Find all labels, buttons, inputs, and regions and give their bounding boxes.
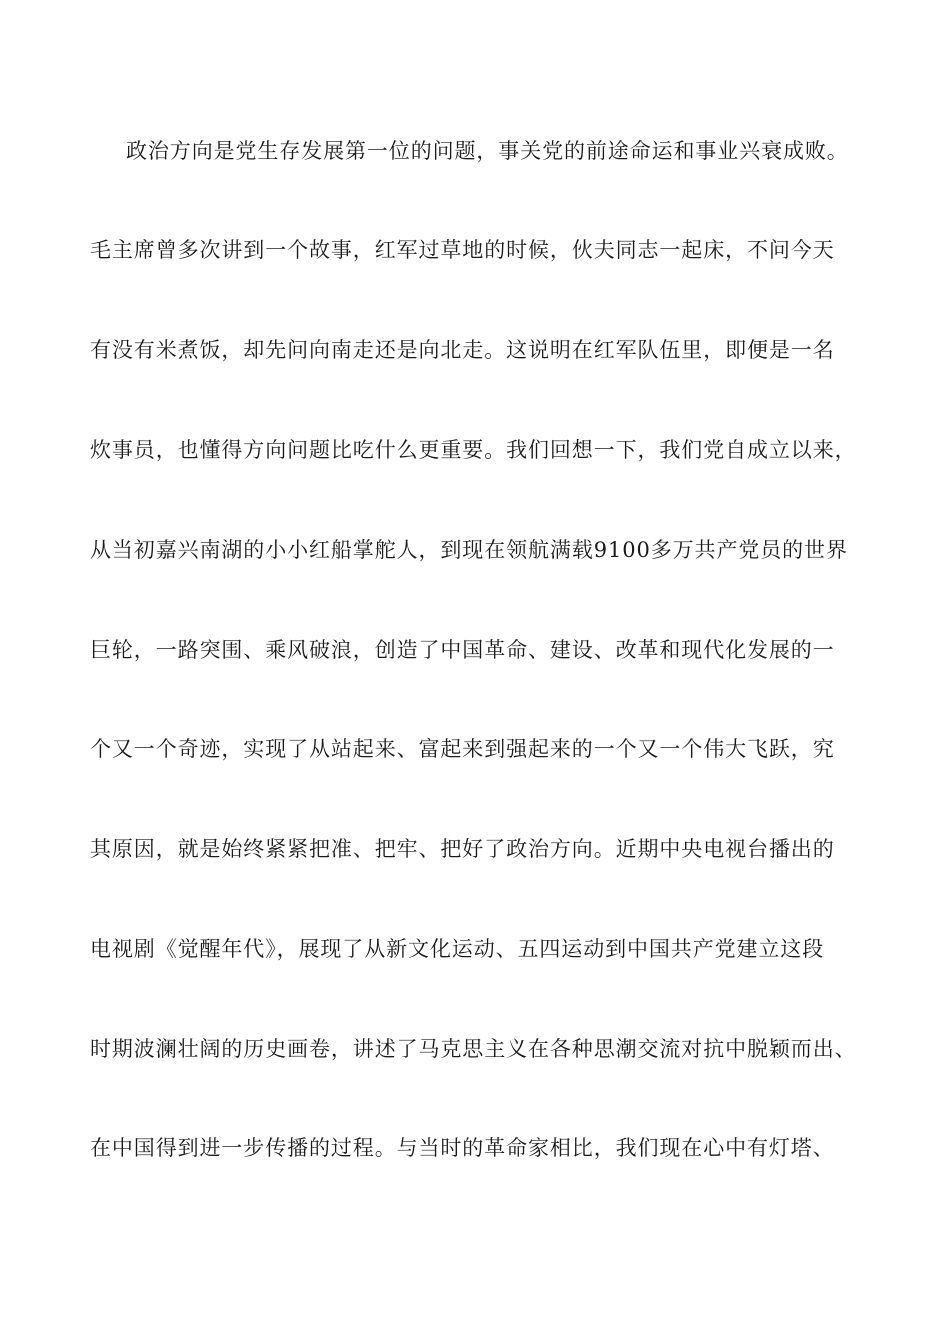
paragraph-line: 有没有米煮饭，却先问向南走还是向北走。这说明在红军队伍里，即便是一名	[90, 338, 835, 362]
paragraph-line: 电视剧《觉醒年代》，展现了从新文化运动、五四运动到中国共产党建立这段	[90, 937, 825, 961]
paragraph-line: 从当初嘉兴南湖的小小红船掌舵人，到现在领航满载9100多万共产党员的世界	[90, 538, 848, 562]
paragraph-line: 个又一个奇迹，实现了从站起来、富起来到强起来的一个又一个伟大飞跃，究	[90, 737, 835, 761]
paragraph-line: 炊事员，也懂得方向问题比吃什么更重要。我们回想一下，我们党自成立以来，	[90, 438, 857, 462]
paragraph-line: 在中国得到进一步传播的过程。与当时的革命家相比，我们现在心中有灯塔、	[90, 1136, 835, 1160]
paragraph-line: 毛主席曾多次讲到一个故事，红军过草地的时候，伙夫同志一起床，不问今天	[90, 238, 835, 262]
paragraph-line: 政治方向是党生存发展第一位的问题，事关党的前途命运和事业兴衰成败。	[126, 139, 849, 163]
paragraph-line: 巨轮，一路突围、乘风破浪，创造了中国革命、建设、改革和现代化发展的一	[90, 638, 835, 662]
paragraph-line: 其原因，就是始终紧紧把准、把牢、把好了政治方向。近期中央电视台播出的	[90, 837, 835, 861]
paragraph-line: 时期波澜壮阔的历史画卷，讲述了马克思主义在各种思潮交流对抗中脱颖而出、	[90, 1037, 857, 1061]
